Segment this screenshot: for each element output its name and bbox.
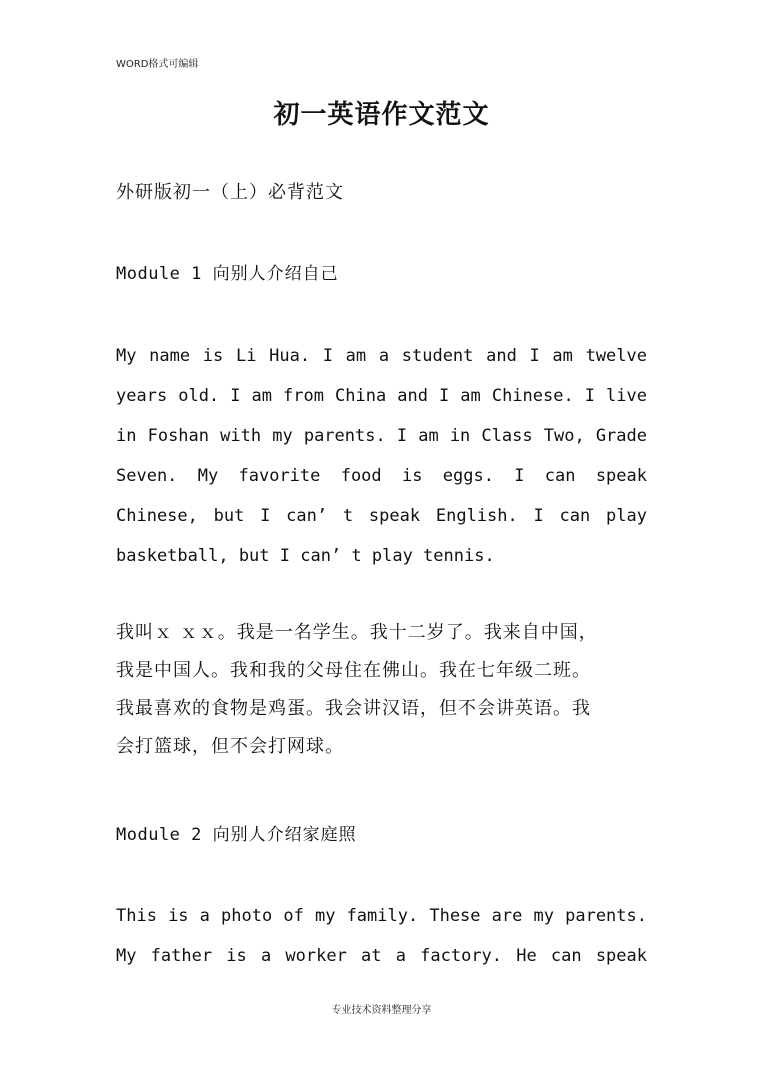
paragraph-line: 我是中国人。我和我的父母住在佛山。我在七年级二班。 xyxy=(116,660,591,681)
module-1-english-paragraph xyxy=(116,336,647,576)
header-label: WORD格式可编辑 xyxy=(116,59,199,70)
paragraph-line: Chinese, but I can’ t speak English. I can play xyxy=(116,506,647,526)
paragraph-line: My name is Li Hua. I am a student and I am twelve xyxy=(116,346,647,366)
paragraph-line: Seven. My favorite food is eggs. I can speak xyxy=(116,466,647,486)
paragraph-line: basketball, but I can’ t play tennis. xyxy=(116,546,495,566)
paragraph-line: in Foshan with my parents. I am in Class Two, Grade xyxy=(116,426,647,446)
module-2-heading-zh: 向别人介绍家庭照 xyxy=(212,825,357,845)
paragraph-line: 会打篮球，但不会打网球。 xyxy=(116,736,344,757)
module-2-heading xyxy=(116,820,357,845)
module-2-english-paragraph xyxy=(116,896,647,976)
paragraph-line: 我最喜欢的食物是鸡蛋。我会讲汉语，但不会讲英语。我 xyxy=(116,698,591,719)
footer-label: 专业技术资料整理分享 xyxy=(331,1005,432,1016)
document-title: 初一英语作文范文 xyxy=(273,100,490,130)
paragraph-line: 我叫ｘ ｘｘ。我是一名学生。我十二岁了。我来自中国， xyxy=(116,622,598,643)
module-1-heading xyxy=(116,259,339,284)
module-1-heading-zh: 向别人介绍自己 xyxy=(212,264,339,284)
document-subtitle: 外研版初一（上）必背范文 xyxy=(116,182,344,203)
module-1-heading-en: Module 1 xyxy=(116,264,202,284)
paragraph-line: My father is a worker at a factory. He can speak xyxy=(116,946,647,966)
module-1-chinese-paragraph xyxy=(116,614,647,766)
paragraph-line: This is a photo of my family. These are my parents. xyxy=(116,906,647,926)
module-2-heading-en: Module 2 xyxy=(116,825,202,845)
paragraph-line: years old. I am from China and I am Chinese. I live xyxy=(116,386,647,406)
